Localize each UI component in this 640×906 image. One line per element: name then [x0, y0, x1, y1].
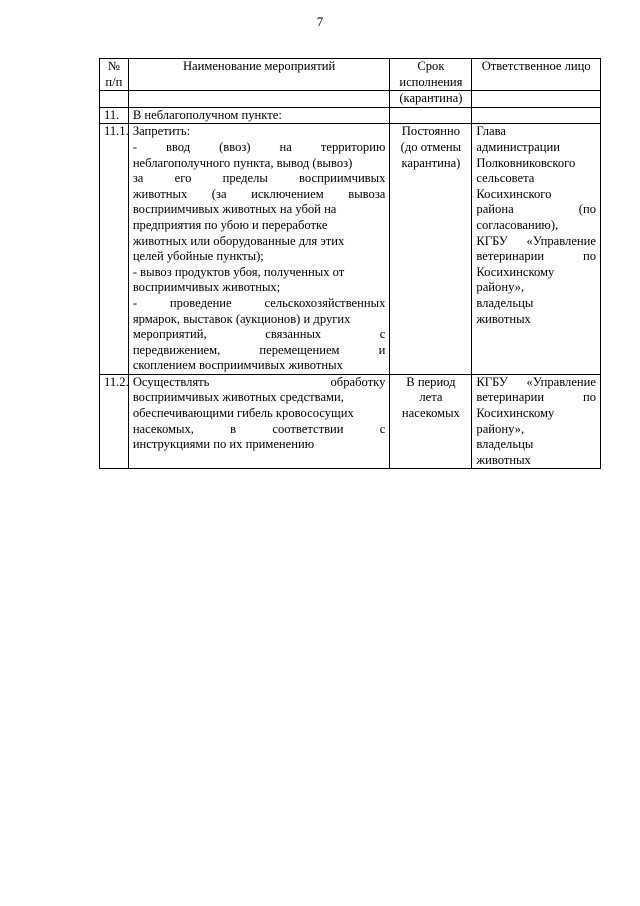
resp-line: Глава — [476, 124, 506, 139]
table-header-row — [100, 59, 601, 91]
row-name — [128, 374, 390, 469]
resp-line: владельцы — [476, 437, 534, 452]
resp-line: ветеринарии по — [476, 249, 596, 264]
resp-line: владельцы — [476, 295, 534, 310]
header-term: Срок исполнения — [390, 59, 472, 91]
resp-line: району», — [476, 421, 525, 436]
name-line: обеспечивающими гибель кровососущих — [132, 406, 354, 421]
name-line: передвижением, перемещением и — [132, 342, 386, 357]
name-line: животных (за исключением вывоза — [132, 186, 386, 201]
name-line: восприимчивых животных; — [132, 280, 281, 295]
header-term-sub: (карантина) — [390, 91, 472, 108]
resp-line: КГБУ «Управление — [476, 233, 596, 248]
resp-line: района (по — [476, 202, 596, 217]
name-line: - проведение сельскохозяйственных — [132, 295, 386, 310]
name-line: целей убойные пункты); — [132, 249, 264, 264]
table-row — [100, 374, 601, 469]
resp-line: Косихинскому — [476, 264, 555, 279]
header-num: № п/п — [100, 59, 129, 91]
measures-table — [99, 58, 601, 469]
resp-line: Косихинскому — [476, 406, 555, 421]
name-line: неблагополучного пункта, вывод (вывоз) — [132, 155, 353, 170]
term-line: Постоянно — [401, 124, 461, 139]
row-num: 11.2. — [100, 374, 129, 469]
resp-line: согласованию), — [476, 217, 559, 232]
section-row — [100, 107, 601, 124]
header-name: Наименование мероприятий — [128, 59, 390, 91]
term-line: насекомых — [401, 406, 460, 421]
name-line: насекомых, в соответствии с — [132, 421, 386, 436]
section-title: В неблагополучном пункте: — [128, 107, 390, 124]
name-line: инструкциями по их применению — [132, 437, 315, 452]
name-line: восприимчивых животных средствами, — [132, 390, 344, 405]
row-responsible — [472, 124, 601, 375]
row-responsible — [472, 374, 601, 469]
resp-line: администрации — [476, 139, 560, 154]
row-num: 11.1. — [100, 124, 129, 375]
resp-line: животных — [476, 452, 531, 467]
header-responsible: Ответственное лицо — [472, 59, 601, 91]
name-line: за его пределы восприимчивых — [132, 171, 386, 186]
name-line: скоплением восприимчивых животных — [132, 358, 343, 373]
row-name — [128, 124, 390, 375]
resp-line: КГБУ «Управление — [476, 374, 596, 389]
term-line: карантина) — [401, 155, 461, 170]
name-line: мероприятий, связанных с — [132, 327, 386, 342]
name-line: - ввод (ввоз) на территорию — [132, 139, 386, 154]
table-header-subrow — [100, 91, 601, 108]
name-line: ярмарок, выставок (аукционов) и других — [132, 311, 351, 326]
name-line: Осуществлять обработку — [132, 374, 386, 389]
resp-line: Косихинского — [476, 186, 552, 201]
name-line: восприимчивых животных на убой на — [132, 202, 337, 217]
resp-line: ветеринарии по — [476, 390, 596, 405]
table-row — [100, 124, 601, 375]
resp-line: району», — [476, 280, 525, 295]
resp-line: Полковниковского — [476, 155, 576, 170]
section-num: 11. — [100, 107, 129, 124]
name-line: предприятия по убою и переработке — [132, 217, 328, 232]
term-line: (до отмены — [400, 139, 462, 154]
name-line: Запретить: — [132, 124, 191, 139]
resp-line: сельсовета — [476, 171, 535, 186]
resp-line: животных — [476, 311, 531, 326]
name-line: животных или оборудованные для этих — [132, 233, 345, 248]
name-line: - вывоз продуктов убоя, полученных от — [132, 264, 345, 279]
row-term — [390, 124, 472, 375]
page-number: 7 — [316, 14, 324, 29]
row-term — [390, 374, 472, 469]
term-line: В период лета — [406, 374, 456, 405]
